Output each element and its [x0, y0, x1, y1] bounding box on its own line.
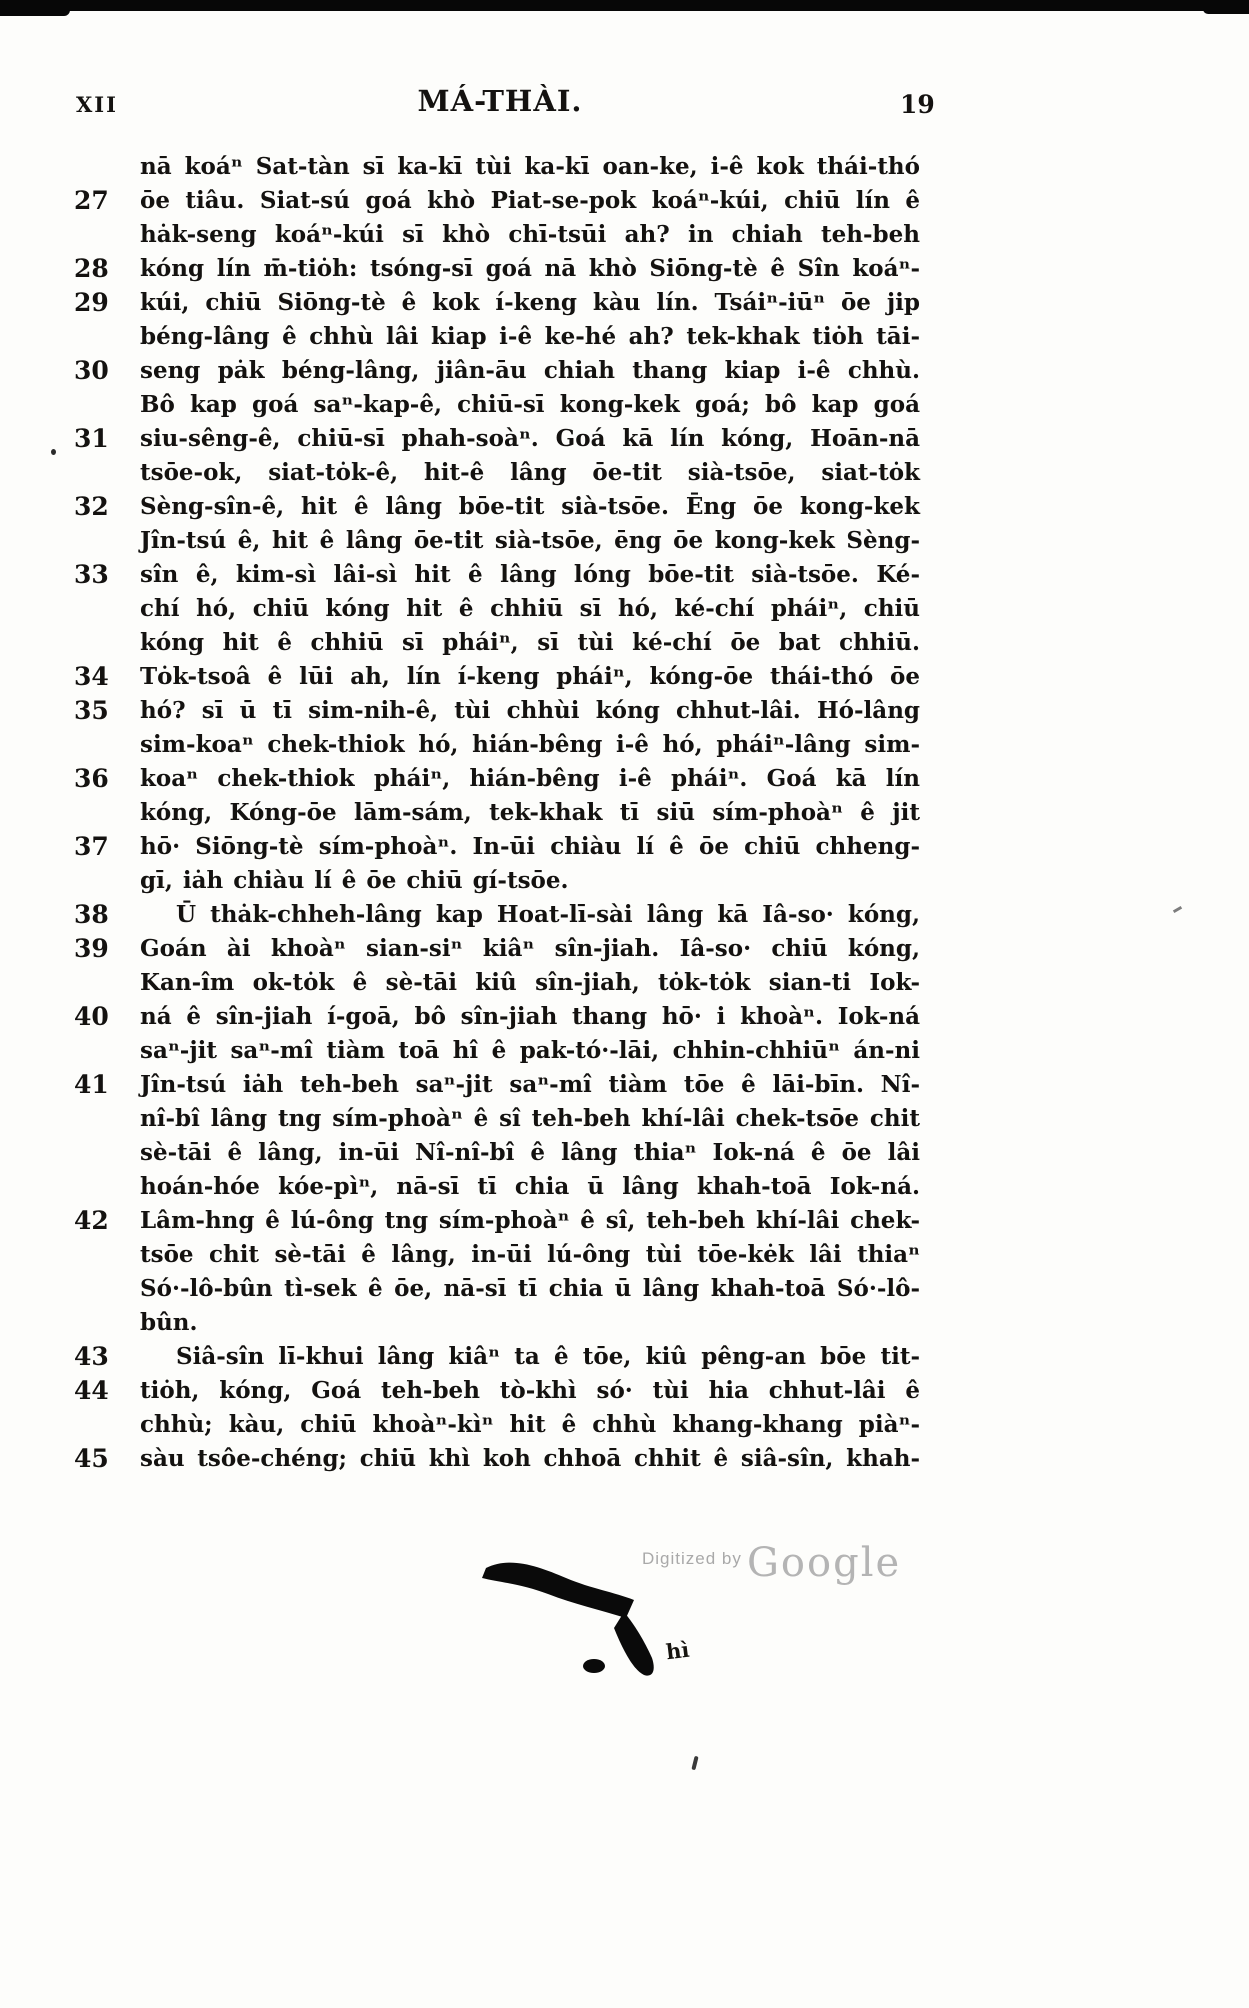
line-text: sè-tāi ê lâng, in-ūi Nî-nî-bî ê lâng thiaⁿ Iok-ná ê ōe lâi	[140, 1139, 920, 1166]
line-text: Jîn-tsú iȧh teh-beh saⁿ-jit saⁿ-mî tiàm tōe ê lāi-bīn. Nî-	[140, 1071, 920, 1098]
text-line	[140, 388, 920, 422]
verse-text-block	[74, 150, 920, 1476]
watermark-prefix: Digitized by	[642, 1549, 742, 1568]
line-text: kóng lín m̄-tiȯh: tsóng-sī goá nā khò Siōng-tè ê Sîn koáⁿ-	[140, 255, 920, 282]
verse-number: 43	[74, 1342, 109, 1371]
verse-number: 44	[74, 1376, 109, 1405]
verse-number: 29	[74, 288, 109, 317]
running-title: MÁ-THÀI.	[417, 84, 583, 118]
verse-number: 34	[74, 662, 109, 691]
line-text: seng pȧk béng-lâng, jiân-āu chiah thang kiap i-ê chhù.	[140, 357, 920, 384]
ink-speck	[51, 449, 56, 455]
line-text: hó? sī ū tī sim-nih-ê, tùi chhùi kóng chhut-lâi. Hó-lâng	[140, 697, 920, 724]
text-line	[74, 558, 920, 592]
text-line	[74, 830, 920, 864]
line-text: chhù; kàu, chiū khoàⁿ-kìⁿ hit ê chhù khang-khang piàⁿ-	[140, 1411, 920, 1438]
line-text: Tȯk-tsoâ ê lūi ah, lín í-keng pháiⁿ, kóng-ōe thái-thó ōe	[140, 663, 920, 690]
line-text: gī, iȧh chiàu lí ê ōe chiū gí-tsōe.	[140, 867, 569, 894]
verse-number: 45	[74, 1444, 109, 1473]
verse-number: 35	[74, 696, 109, 725]
text-line	[74, 354, 920, 388]
line-text: Ū thȧk-chheh-lâng kap Hoat-lī-sài lâng kā Iâ-so· kóng,	[176, 901, 920, 928]
text-line	[140, 1170, 920, 1204]
text-line	[140, 966, 920, 1000]
line-text: kúi, chiū Siōng-tè ê kok í-keng kàu lín. Tsáiⁿ-iūⁿ ōe jip	[140, 289, 920, 316]
line-text: saⁿ-jit saⁿ-mî tiàm toā hî ê pak-tó·-lāi, chhin-chhiūⁿ án-ni	[140, 1037, 920, 1064]
verse-number: 31	[74, 424, 109, 453]
text-line	[74, 1204, 920, 1238]
text-line	[140, 728, 920, 762]
text-line	[74, 898, 920, 932]
line-text: tiȯh, kóng, Goá teh-beh tò-khì só· tùi hia chhut-lâi ê	[140, 1377, 920, 1404]
text-line	[140, 456, 920, 490]
verse-number: 42	[74, 1206, 109, 1235]
line-text: Bô kap goá saⁿ-kap-ê, chiū-sī kong-kek goá; bô kap goá	[140, 391, 920, 418]
line-text: hō· Siōng-tè sím-phoàⁿ. In-ūi chiàu lí ê ōe chiū chheng-	[140, 833, 920, 860]
text-line	[74, 184, 920, 218]
line-text: Siâ-sîn lī-khui lâng kiâⁿ ta ê tōe, kiû pêng-an bōe tit-	[176, 1343, 920, 1370]
text-line	[74, 1374, 920, 1408]
verse-number: 41	[74, 1070, 109, 1099]
line-text: béng-lâng ê chhù lâi kiap i-ê ke-hé ah? tek-khak tiȯh tāi-	[140, 323, 920, 350]
scan-edge-artifact-right	[1203, 0, 1249, 14]
text-line	[140, 796, 920, 830]
line-text: kóng, Kóng-ōe lām-sám, tek-khak tī siū sím-phoàⁿ ê jit	[140, 799, 920, 826]
line-text: Só·-lô-bûn tì-sek ê ōe, nā-sī tī chia ū lâng khah-toā Só·-lô-	[140, 1275, 920, 1302]
line-text: hoán-hóe kóe-pìⁿ, nā-sī tī chia ū lâng khah-toā Iok-ná.	[140, 1173, 920, 1200]
ink-speck	[691, 1756, 698, 1771]
verse-number: 37	[74, 832, 109, 861]
text-line	[74, 762, 920, 796]
line-text: Sèng-sîn-ê, hit ê lâng bōe-tit sià-tsōe. Ēng ōe kong-kek	[140, 493, 920, 520]
line-text: ōe tiâu. Siat-sú goá khò Piat-se-pok koáⁿ-kúi, chiū lín ê	[140, 187, 920, 214]
text-line	[74, 694, 920, 728]
line-text: chí hó, chiū kóng hit ê chhiū sī hó, ké-chí pháiⁿ, chiū	[140, 595, 920, 622]
verse-number: 40	[74, 1002, 109, 1031]
verse-number: 28	[74, 254, 109, 283]
digitized-by-google-watermark	[642, 1540, 901, 1586]
line-text: ná ê sîn-jiah í-goā, bô sîn-jiah thang hō· i khoàⁿ. Iok-ná	[140, 1003, 920, 1030]
text-line	[74, 1000, 920, 1034]
text-line	[140, 864, 920, 898]
line-text: Lâm-hng ê lú-ông tng sím-phoàⁿ ê sî, teh-beh khí-lâi chek-	[140, 1207, 920, 1234]
verse-number: 32	[74, 492, 109, 521]
scan-edge-artifact-left	[0, 0, 70, 16]
page-number: 19	[900, 90, 935, 119]
line-text: hȧk-seng koáⁿ-kúi sī khò chī-tsūi ah? in chiah teh-beh	[140, 221, 920, 248]
verse-number: 36	[74, 764, 109, 793]
text-line	[74, 422, 920, 456]
text-line	[74, 1442, 920, 1476]
text-line	[74, 1340, 920, 1374]
verse-number: 38	[74, 900, 109, 929]
line-text: sàu tsôe-chéng; chiū khì koh chhoā chhit ê siâ-sîn, khah-	[140, 1445, 920, 1472]
line-text: sim-koaⁿ chek-thiok hó, hián-bêng i-ê hó, pháiⁿ-lâng sim-	[140, 731, 920, 758]
google-logo: Google	[746, 1540, 902, 1586]
text-line	[74, 252, 920, 286]
line-text: siu-sêng-ê, chiū-sī phah-soàⁿ. Goá kā lín kóng, Hoān-nā	[140, 425, 920, 452]
line-text: bûn.	[140, 1309, 198, 1336]
text-line	[140, 1136, 920, 1170]
line-text: nî-bî lâng tng sím-phoàⁿ ê sî teh-beh khí-lâi chek-tsōe chit	[140, 1105, 920, 1132]
scan-edge-artifact	[0, 0, 1249, 11]
text-line	[74, 660, 920, 694]
line-text: Jîn-tsú ê, hit ê lâng ōe-tit sià-tsōe, ēng ōe kong-kek Sèng-	[140, 527, 920, 554]
stray-type-fragment: hì	[664, 1636, 691, 1665]
line-text: tsōe chit sè-tāi ê lâng, in-ūi lú-ông tùi tōe-kėk lâi thiaⁿ	[140, 1241, 920, 1268]
line-text: tsōe-ok, siat-tȯk-ê, hit-ê lâng ōe-tit sià-tsōe, siat-tȯk	[140, 459, 920, 486]
text-line	[140, 1272, 920, 1306]
chapter-number: XII	[76, 92, 118, 117]
text-line	[140, 1034, 920, 1068]
line-text: kóng hit ê chhiū sī pháiⁿ, sī tùi ké-chí ōe bat chhiū.	[140, 629, 920, 656]
ink-speck	[1173, 906, 1182, 913]
text-line	[140, 626, 920, 660]
line-text: nā koáⁿ Sat-tàn sī ka-kī tùi ka-kī oan-ke, i-ê kok thái-thó	[140, 153, 920, 180]
text-line	[140, 320, 920, 354]
text-line	[140, 1306, 920, 1340]
verse-number: 30	[74, 356, 109, 385]
text-line	[74, 286, 920, 320]
line-text: koaⁿ chek-thiok pháiⁿ, hián-bêng i-ê pháiⁿ. Goá kā lín	[140, 765, 920, 792]
text-line	[140, 592, 920, 626]
verse-number: 33	[74, 560, 109, 589]
line-text: Kan-îm ok-tȯk ê sè-tāi kiû sîn-jiah, tȯk-tȯk sian-ti Iok-	[140, 969, 920, 996]
text-line	[74, 490, 920, 524]
text-line	[140, 218, 920, 252]
verse-number: 27	[74, 186, 109, 215]
text-line	[140, 524, 920, 558]
text-line	[140, 1408, 920, 1442]
text-line	[74, 932, 920, 966]
line-text: sîn ê, kim-sì lâi-sì hit ê lâng lóng bōe-tit sià-tsōe. Ké-	[140, 561, 920, 588]
line-text: Goán ài khoàⁿ sian-siⁿ kiâⁿ sîn-jiah. Iâ-so· chiū kóng,	[140, 935, 920, 962]
text-line	[140, 1238, 920, 1272]
text-line	[74, 1068, 920, 1102]
text-line	[140, 1102, 920, 1136]
verse-number: 39	[74, 934, 109, 963]
text-line	[140, 150, 920, 184]
